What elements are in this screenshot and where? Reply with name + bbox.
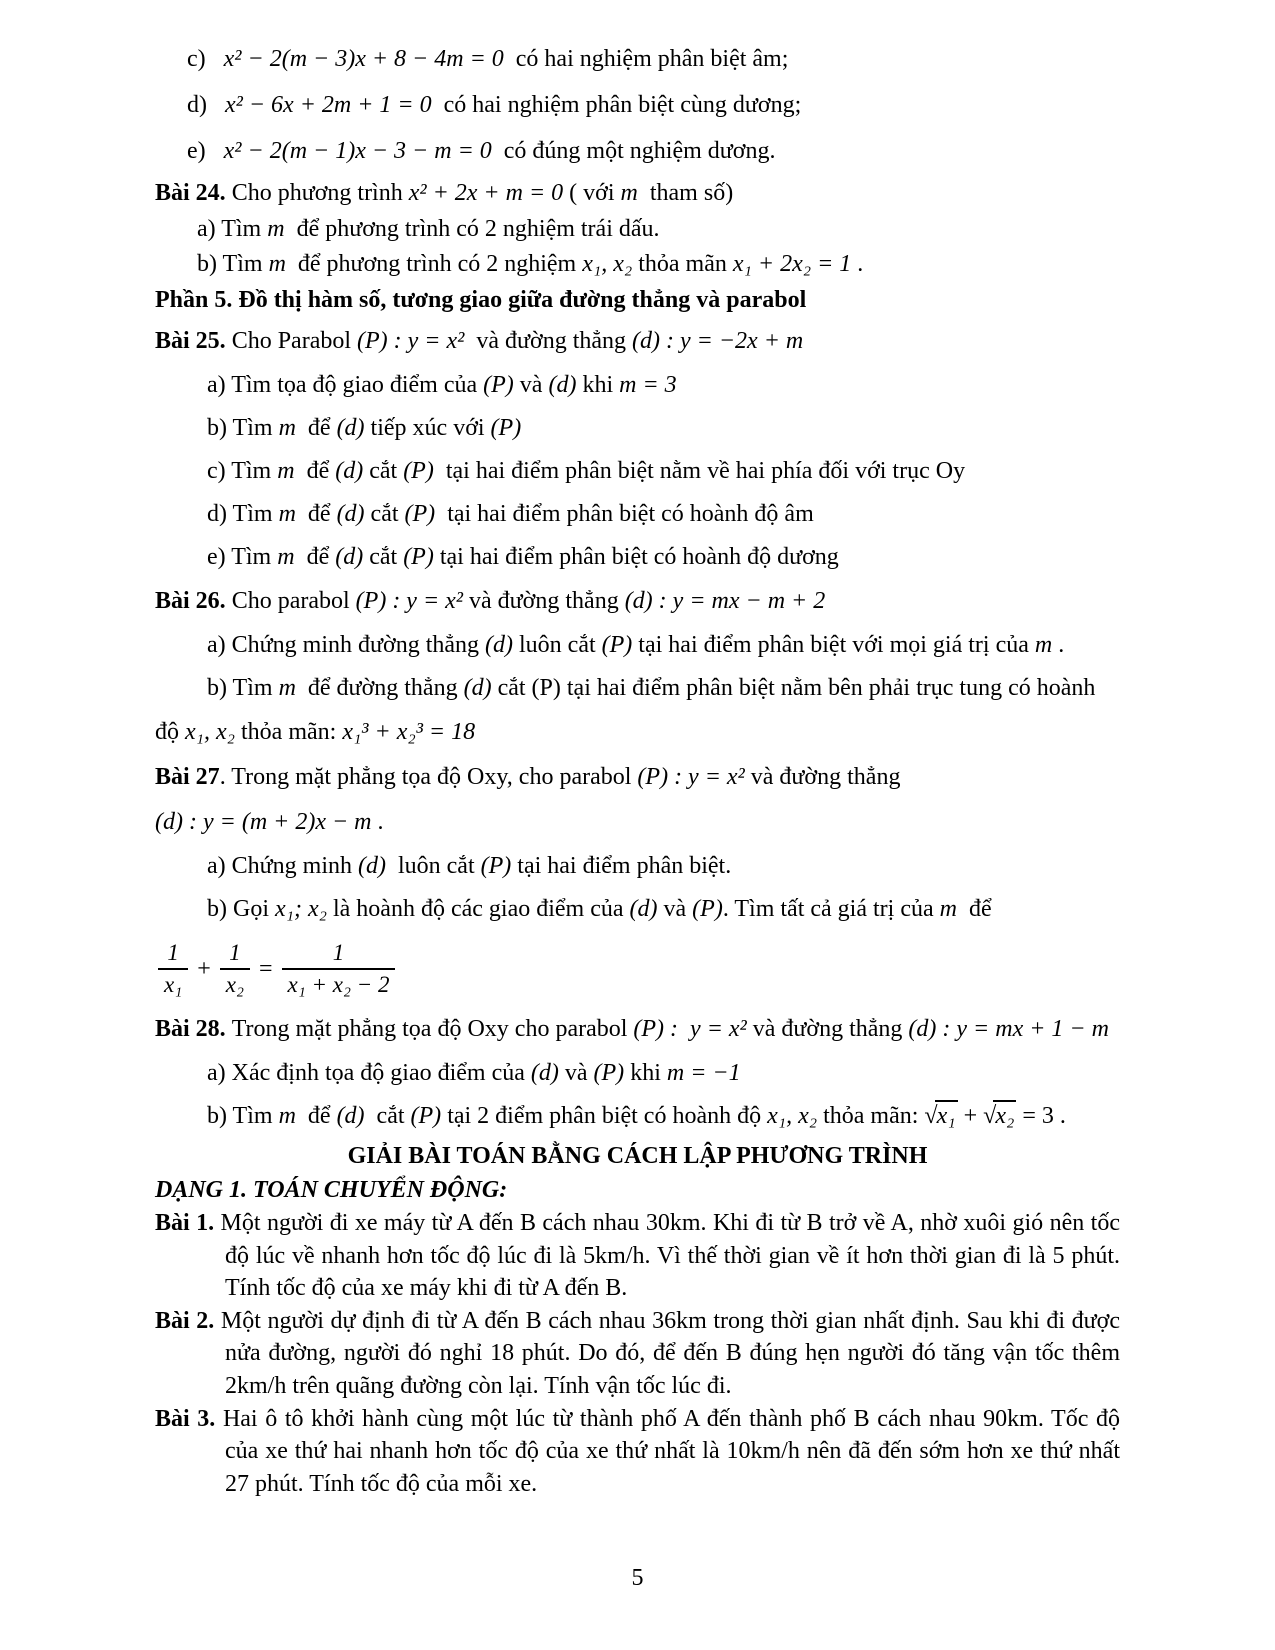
bai-28-b [155, 1095, 1120, 1138]
math-text: (P) [410, 1103, 442, 1129]
text-run: có đúng một nghiệm dương. [491, 138, 776, 164]
math-text: x² − 2(m − 3)x + 8 − 4m = 0 [223, 46, 504, 72]
text-run: cắt [364, 1103, 411, 1129]
text-run: b) Tìm [197, 251, 269, 277]
math-text: (P) [490, 415, 522, 441]
text-run: để [295, 415, 337, 441]
math-text: (P) : y = x² [637, 764, 745, 790]
text-run: + [957, 1103, 984, 1129]
math-text: x₁, x₂ [582, 251, 633, 277]
text-run: Trong mặt phẳng tọa độ Oxy cho parabol [231, 1016, 634, 1042]
math-text: (d) [336, 1103, 365, 1129]
text-run: b) Tìm [207, 415, 279, 441]
text-run: c) [187, 46, 224, 72]
bai-24-b [155, 247, 1120, 282]
text-run: a) Tìm tọa độ giao điểm của [207, 372, 484, 398]
fraction: $\frac{1}{\text{x₁ + x₂ − 2}}$ [282, 941, 396, 996]
math-text: x² − 2(m − 1)x − 3 − m = 0 [223, 138, 492, 164]
text-run: và đường thẳng [463, 588, 625, 614]
bai-27-fraction [155, 931, 1120, 1007]
bai-25-title [155, 319, 1120, 364]
text-run: cắt [363, 458, 404, 484]
text-run: b) Tìm [207, 675, 279, 701]
math-text: (d) [336, 415, 365, 441]
text-run: + [191, 955, 217, 982]
text-run: thỏa mãn: [817, 1103, 925, 1129]
bold-text: Bài 1. [155, 1210, 221, 1236]
text-run: Cho parabol [231, 588, 356, 614]
math-text: (d) [358, 853, 386, 879]
math-text: x₁³ + x₂³ = 18 [342, 719, 476, 745]
text-run: a) Tìm [197, 216, 268, 242]
text-run: tại hai điểm phân biệt có hoành độ dương [433, 544, 839, 570]
math-text: (P) [480, 853, 512, 879]
math-text: (d) [335, 458, 364, 484]
text-run: Cho phương trình [231, 180, 409, 206]
bai-27-a [155, 845, 1120, 888]
bai-25-e [155, 536, 1120, 579]
text-run: Một người dự định đi từ A đến B cách nhau 36km trong thời gian nhất định. Sau khi đi được nửa đường, người đó nghỉ 18 phút. Do đó, để đến B đúng hẹn người đó tăng vận tốc thêm 2km/h trên quãng đường còn lại. Tính vận tốc lúc đi. [220, 1307, 1120, 1399]
bai-25-b [155, 407, 1120, 450]
bold-text: Bài 3. [155, 1405, 223, 1432]
math-text: x₁; x₂ [275, 896, 327, 922]
math-text: (P) : y = x² [355, 588, 464, 614]
math-text: (P) [403, 544, 434, 570]
text-run: tại hai điểm phân biệt nằm về hai phía đối với trục Oy [433, 458, 966, 484]
math-text: (d) [548, 372, 577, 398]
math-text: (P) [483, 372, 514, 398]
fraction: $\frac{1}{\text{x₂}}$ [220, 941, 250, 996]
math-text: (d) [463, 675, 492, 701]
page-number: 5 [631, 1565, 644, 1591]
text-run: để phương trình có 2 nghiệm trái dấu. [284, 216, 660, 242]
math-text: (d) : y = (m + 2)x − m [155, 809, 372, 835]
text-run: thỏa mãn [632, 251, 733, 277]
text-run: Một người đi xe máy từ A đến B cách nhau 30km. Khi đi từ B trở về A, nhờ xuôi gió nên tốc độ lúc về nhanh hơn tốc độ lúc đi là 5km/h. Vì thế thời gian về ít hơn thời gian đi là 5 phút. Tính tốc độ của xe máy khi đi từ A đến B. [220, 1210, 1120, 1302]
text-run: là hoành độ các giao điểm của [326, 896, 630, 922]
math-text: m = −1 [666, 1060, 741, 1086]
item-23c [155, 36, 1120, 82]
bai-25-a [155, 364, 1120, 407]
math-text: m [277, 544, 295, 570]
text-run: tại 2 điểm phân biệt có hoành độ [441, 1103, 768, 1129]
text-run: e) Tìm [207, 544, 278, 570]
text-run: cắt [364, 501, 405, 527]
text-run: a) Chứng minh [207, 853, 358, 879]
item-23d [155, 82, 1120, 128]
text-run: để [294, 458, 336, 484]
text-run: luôn cắt [513, 632, 602, 658]
text-run: thỏa mãn: [235, 719, 343, 745]
bai-26-title [155, 579, 1120, 624]
bai-27-b [155, 888, 1120, 931]
text-run: = 3 . [1016, 1103, 1066, 1129]
bai-28-title [155, 1007, 1120, 1052]
math-text: (d) [336, 501, 365, 527]
text-run: b) Tìm [207, 1103, 279, 1129]
text-run: . Tìm tất cả giá trị của [722, 896, 940, 922]
math-text: x² + 2x + m = 0 [408, 180, 564, 206]
text-run: để [956, 896, 992, 922]
text-run: c) Tìm [207, 458, 278, 484]
text-run: độ [155, 719, 185, 745]
text-run: a) Chứng minh đường thẳng [207, 632, 486, 658]
bai-24-title [155, 174, 1120, 212]
math-text: (d) : y = −2x + m [632, 328, 804, 354]
math-text: (P) [601, 632, 633, 658]
text-run: và [657, 896, 693, 922]
text-run: cắt (P) tại hai điểm phân biệt nằm bên phải trục tung có hoành [491, 675, 1096, 701]
math-text: m [278, 1103, 296, 1129]
text-run: tiếp xúc với [364, 415, 491, 441]
math-text: x₁ + 2x₂ = 1 [732, 251, 852, 277]
text-run: . Trong mặt phẳng tọa độ Oxy, cho parabol [219, 764, 638, 790]
text-run: ( với [563, 180, 621, 206]
math-text: m [278, 675, 296, 701]
bold-text: Bài 2. [155, 1307, 221, 1334]
bold-text: GIẢI BÀI TOÁN BẰNG CÁCH LẬP PHƯƠNG TRÌNH [347, 1143, 928, 1169]
bold-text: Bài 28. [155, 1016, 232, 1042]
bai-25-d [155, 493, 1120, 536]
text-run: cắt [363, 544, 404, 570]
bai-1-paragraph [155, 1207, 1120, 1305]
square-root: √x₂ [983, 1095, 1016, 1138]
bold-text: Phần 5. Đồ thị hàm số, tương giao giữa đường thẳng và parabol [155, 287, 807, 313]
math-text: m [939, 896, 957, 922]
text-run: . [1052, 632, 1065, 658]
document-body [155, 36, 1120, 1500]
bai-28-a [155, 1052, 1120, 1095]
text-run: và đường thẳng [746, 1016, 909, 1042]
text-run: e) [187, 138, 224, 164]
text-run: để [295, 501, 337, 527]
bai-26-a [155, 624, 1120, 667]
text-run: tại hai điểm phân biệt với mọi giá trị của [632, 632, 1035, 658]
math-text: (d) [335, 544, 364, 570]
dang-1-heading [155, 1174, 1120, 1207]
math-text: x₁, x₂ [185, 719, 235, 745]
text-run: tại hai điểm phân biệt có hoành độ âm [435, 501, 814, 527]
math-text: (P) : y = x² [633, 1016, 747, 1042]
text-run: khi [624, 1060, 667, 1086]
fraction: $\frac{1}{\text{x₁}}$ [158, 941, 188, 996]
text-run: khi [576, 372, 620, 398]
bold-text: Bài 26. [155, 588, 232, 614]
text-run: luôn cắt [385, 853, 481, 879]
text-run: a) Xác định tọa độ giao điểm của [207, 1060, 531, 1086]
math-text: (P) [404, 501, 436, 527]
text-run: d) Tìm [207, 501, 279, 527]
math-text: (d) : y = mx − m + 2 [624, 588, 826, 614]
text-run: và đường thẳng [744, 764, 901, 790]
text-run: b) Gọi [207, 896, 275, 922]
math-text: m [278, 415, 296, 441]
bold-text: Bài 27 [155, 764, 220, 790]
math-text: m [278, 501, 296, 527]
item-23e [155, 128, 1120, 174]
bai-27-line-d [155, 800, 1120, 845]
text-run: . [851, 251, 864, 277]
math-text: m [277, 458, 295, 484]
math-text: x² − 6x + 2m + 1 = 0 [225, 92, 432, 118]
math-text: (P) [593, 1060, 625, 1086]
phan-5-heading [155, 282, 1120, 319]
math-text: m [1034, 632, 1053, 658]
text-run: và [558, 1060, 594, 1086]
giai-section-header [155, 1138, 1120, 1174]
text-run: để phương trình có 2 nghiệm [285, 251, 583, 277]
math-text: m [268, 251, 286, 277]
text-run: . [371, 809, 384, 835]
square-root: √x₁ [924, 1095, 957, 1138]
bai-3-paragraph [155, 1403, 1120, 1501]
text-run: tại hai điểm phân biệt. [511, 853, 732, 879]
math-text: (d) [530, 1060, 559, 1086]
math-text: m [267, 216, 285, 242]
text-run: và [513, 372, 549, 398]
text-run: d) [187, 92, 225, 118]
text-run: Cho Parabol [231, 328, 358, 354]
math-text: x₁, x₂ [767, 1103, 818, 1129]
math-text: (d) [485, 632, 513, 658]
math-text: (P) : y = x² [357, 328, 465, 354]
text-run: = [252, 955, 279, 982]
math-text: m [620, 180, 638, 206]
math-text: (d) : y = mx + 1 − m [908, 1016, 1109, 1042]
bai-24-a [155, 212, 1120, 247]
math-text: (d) [629, 896, 658, 922]
text-run: và đường thẳng [464, 328, 633, 354]
bai-2-paragraph [155, 1305, 1120, 1403]
math-text: m = 3 [619, 372, 677, 398]
text-run: để [295, 1103, 337, 1129]
bai-27-title [155, 755, 1120, 800]
text-run: có hai nghiệm phân biệt cùng dương; [431, 92, 802, 118]
text-run: để [294, 544, 336, 570]
text-run: để đường thẳng [295, 675, 464, 701]
bai-26-b-cont [155, 710, 1120, 755]
text-run: có hai nghiệm phân biệt âm; [503, 46, 789, 72]
math-text: (P) [403, 458, 434, 484]
bold-text: DẠNG 1. TOÁN CHUYỂN ĐỘNG: [155, 1177, 508, 1203]
text-run: Hai ô tô khởi hành cùng một lúc từ thành phố A đến thành phố B cách nhau 90km. Tốc độ của xe thứ hai nhanh hơn tốc độ của xe thứ nhất là 10km/h nên đã đến sớm hơn xe thứ nhất 27 phút. Tính tốc độ của mỗi xe. [222, 1405, 1120, 1497]
bold-text: Bài 24. [155, 180, 232, 206]
math-text: (P) [692, 896, 723, 922]
bai-26-b [155, 667, 1120, 710]
text-run: tham số) [637, 180, 734, 206]
bold-text: Bài 25. [155, 328, 232, 354]
bai-25-c [155, 450, 1120, 493]
